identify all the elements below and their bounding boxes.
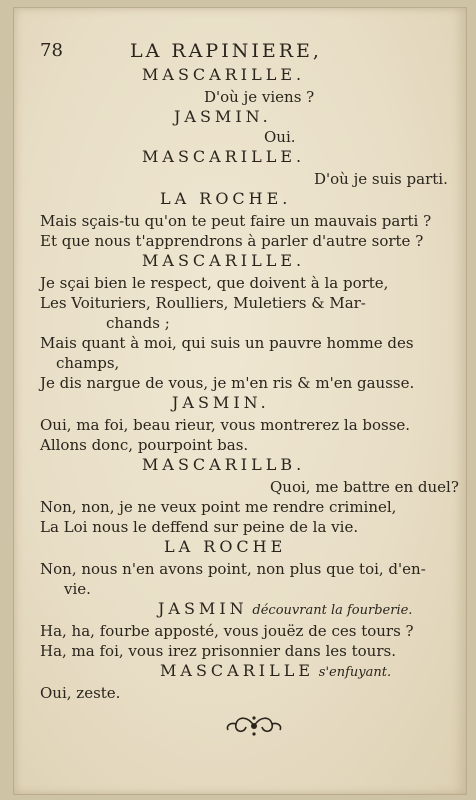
- speaker-name: JASMIN.: [172, 393, 270, 412]
- speaker-name: MASCARILLE.: [142, 251, 306, 270]
- speaker-name: MASCARILLB.: [142, 455, 306, 474]
- running-title: LA RAPINIERE,: [130, 40, 322, 62]
- speaker-name: LA ROCHE: [164, 537, 287, 556]
- verse-line: Quoi, me battre en duel?: [270, 478, 459, 496]
- verse-line: Mais quant à moi, qui suis un pauvre homme des: [40, 334, 414, 352]
- speaker-with-stage-direction: [160, 662, 391, 682]
- verse-line: Oui, ma foi, beau rieur, vous montrerez la bosse.: [40, 416, 411, 434]
- verse-line: Je dis nargue de vous, je m'en ris & m'en gausse.: [40, 374, 415, 392]
- verse-line: La Loi nous le deffend sur peine de la vie.: [40, 518, 359, 536]
- verse-line: Ha, ma foi, vous irez prisonnier dans les tours.: [40, 642, 396, 660]
- verse-line: Allons donc, pourpoint bas.: [40, 436, 249, 454]
- book-page: [14, 8, 466, 794]
- speaker-name: JASMIN.: [174, 107, 272, 126]
- speaker-name: MASCARILLE.: [142, 65, 306, 84]
- verse-line: Ha, ha, fourbe apposté, vous jouëz de ces tours ?: [40, 622, 414, 640]
- verse-line: Et que nous t'apprendrons à parler d'autre sorte ?: [40, 232, 424, 250]
- verse-line: chands ;: [106, 314, 170, 332]
- speaker-name: JASMIN: [158, 599, 248, 618]
- verse-line: Mais sçais-tu qu'on te peut faire un mauvais parti ?: [40, 212, 432, 230]
- verse-line: D'où je suis parti.: [314, 170, 448, 188]
- verse-line: Non, non, je ne veux point me rendre criminel,: [40, 498, 397, 516]
- stage-direction: découvrant la fourberie.: [252, 603, 413, 618]
- speaker-name: MASCARILLE: [160, 661, 314, 680]
- verse-line: D'où je viens ?: [204, 88, 315, 106]
- speaker-name: LA ROCHE.: [160, 189, 292, 208]
- verse-line: Je sçai bien le respect, que doivent à la porte,: [40, 274, 389, 292]
- verse-line: Oui, zeste.: [40, 684, 121, 702]
- fleuron-ornament: [224, 712, 284, 740]
- speaker-with-stage-direction: [158, 600, 412, 620]
- speaker-name: MASCARILLE.: [142, 147, 306, 166]
- verse-line: vie.: [64, 580, 91, 598]
- page-number: 78: [40, 40, 63, 61]
- verse-line: Non, nous n'en avons point, non plus que toi, d'en-: [40, 560, 426, 578]
- verse-line: champs,: [56, 354, 120, 372]
- verse-line: Oui.: [264, 128, 296, 146]
- verse-line: Les Voituriers, Roulliers, Muletiers & Mar-: [40, 294, 366, 312]
- stage-direction: s'enfuyant.: [318, 665, 392, 680]
